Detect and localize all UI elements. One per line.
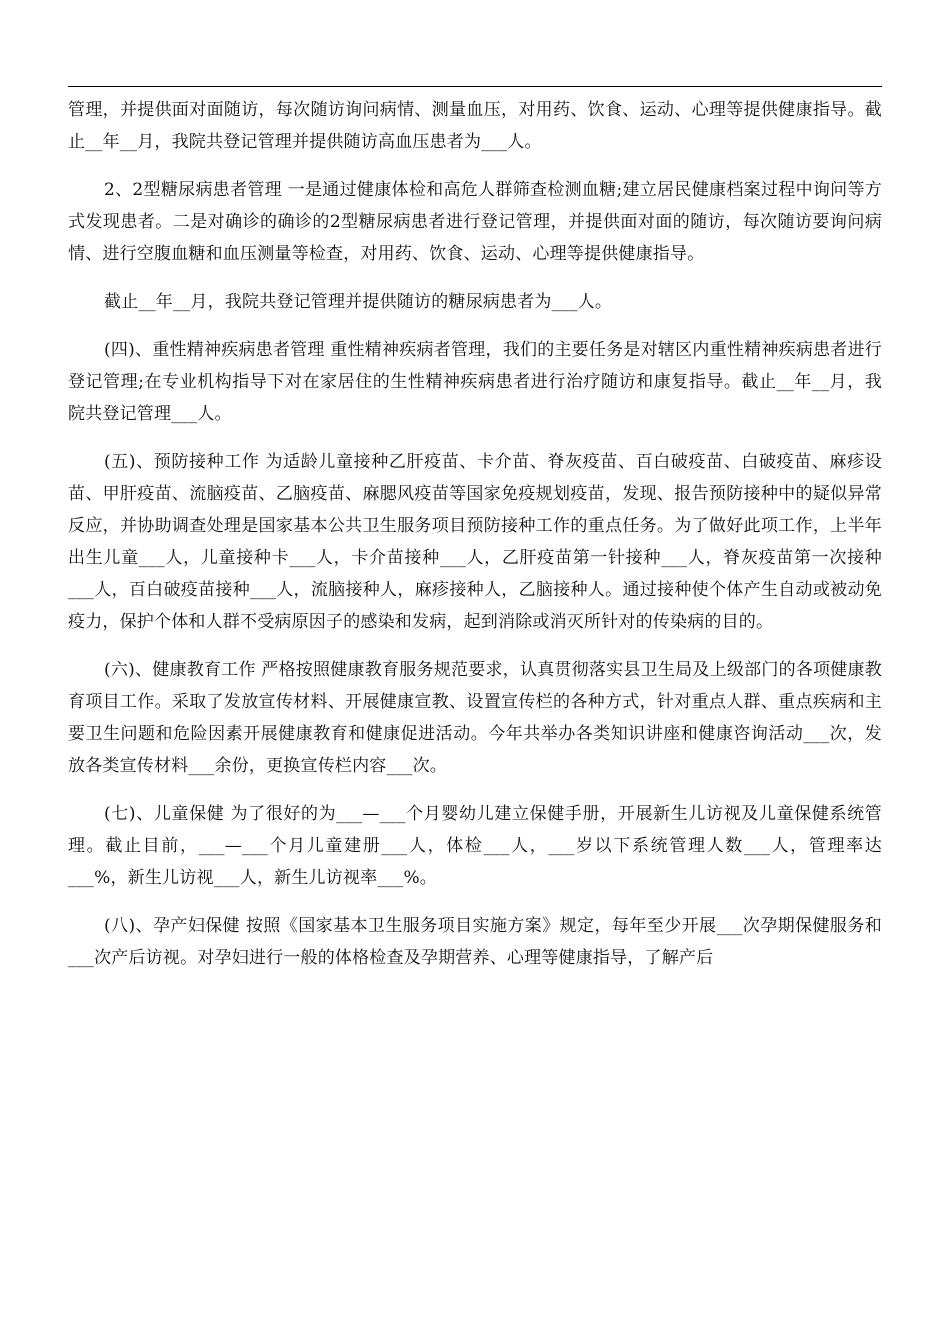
paragraph-vaccination: (五)、预防接种工作 为适龄儿童接种乙肝疫苗、卡介苗、脊灰疫苗、百白破疫苗、白破疫苗、麻疹设苗、甲肝疫苗、流脑疫苗、乙脑疫苗、麻腮风疫苗等国家免疫规划疫苗，发现、报告预防接种中的疑似异常反应，并协助调查处理是国家基本公共卫生服务项目预防接种工作的重点任务。为了做好此项工作，上半年出生儿童___人，儿童接种卡___人，卡介苗接种___人，乙肝疫苗第一针接种___人，脊灰疫苗第一次接种___人，百白破疫苗接种___人，流脑接种人，麻疹接种人，乙脑接种人。通过接种使个体产生自动或被动免疫力，保护个体和人群不受病原因子的感染和发病，起到消除或消灭所针对的传染病的目的。 bbox=[68, 452, 882, 632]
header-rule bbox=[68, 86, 882, 87]
paragraph-child-health: (七)、儿童保健 为了很好的为___—___个月婴幼儿建立保健手册，开展新生儿访视及儿童保健系统管理。截止目前，___—___个月儿童建册___人，体检___人，___岁以下系统管理人数___人，管理率达___%，新生儿访视___人，新生儿访视率___%。 bbox=[68, 804, 882, 888]
paragraph-health-education: (六)、健康教育工作 严格按照健康教育服务规范要求，认真贯彻落实县卫生局及上级部门的各项健康教育项目工作。采取了发放宣传材料、开展健康宣教、设置宣传栏的各种方式，针对重点人群、重点疾病和主要卫生问题和危险因素开展健康教育和健康促进活动。今年共举办各类知识讲座和健康咨询活动___次，发放各类宣传材料___余份，更换宣传栏内容___次。 bbox=[68, 660, 882, 776]
paragraph-hypertension-followup: 管理，并提供面对面随访，每次随访询问病情、测量血压，对用药、饮食、运动、心理等提供健康指导。截止__年__月，我院共登记管理并提供随访高血压患者为___人。 bbox=[68, 100, 882, 152]
paragraph-diabetes-count: 截止__年__月，我院共登记管理并提供随访的糖尿病患者为___人。 bbox=[104, 292, 613, 312]
paragraph-diabetes-management: 2、2型糖尿病患者管理 一是通过健康体检和高危人群筛查检测血糖;建立居民健康档案过程中询问等方式发现患者。二是对确诊的确诊的2型糖尿病患者进行登记管理，并提供面对面的随访，每次随访要询问病情、进行空腹血糖和血压测量等检查，对用药、饮食、运动、心理等提供健康指导。 bbox=[68, 180, 882, 264]
document-body bbox=[68, 94, 882, 990]
paragraph-mental-illness: (四)、重性精神疾病患者管理 重性精神疾病者管理，我们的主要任务是对辖区内重性精神疾病患者进行登记管理;在专业机构指导下对在家居住的生性精神疾病患者进行治疗随访和康复指导。截止__年__月，我院共登记管理___人。 bbox=[68, 340, 882, 424]
paragraph-maternal-health: (八)、孕产妇保健 按照《国家基本卫生服务项目实施方案》规定，每年至少开展___次孕期保健服务和___次产后访视。对孕妇进行一般的体格检查及孕期营养、心理等健康指导，了解产后 bbox=[68, 916, 882, 968]
